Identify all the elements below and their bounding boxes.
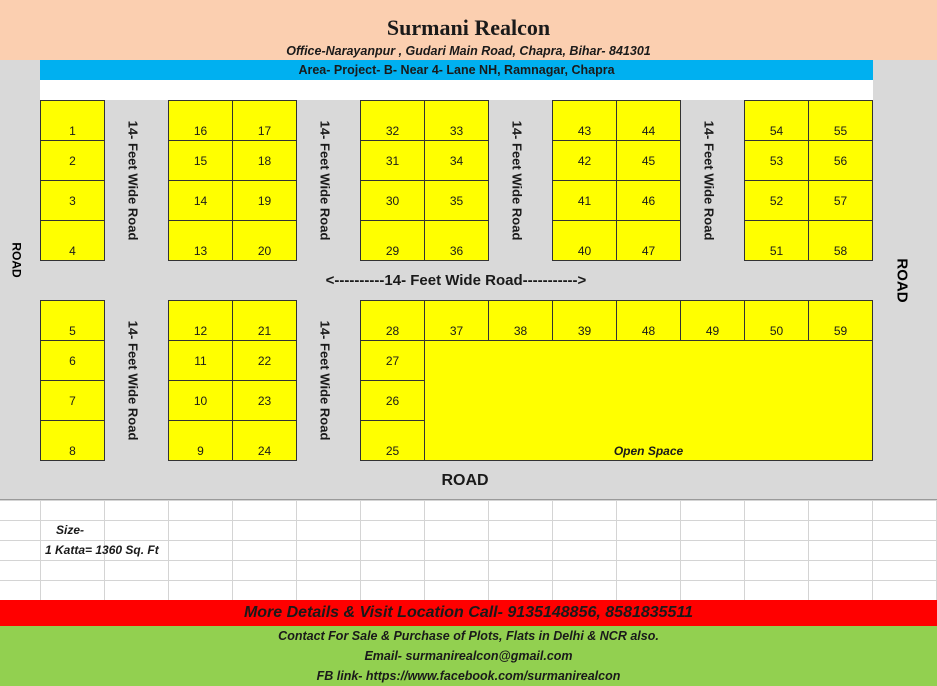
plot-47[interactable]: 47 [616,220,681,261]
plot-39[interactable]: 39 [552,300,617,341]
bottom-road-label: ROAD [441,472,489,489]
vertical-road-label: 14- Feet Wide Road [509,120,525,240]
plot-2[interactable]: 2 [40,140,105,181]
plot-33[interactable]: 33 [424,100,489,141]
plot-14[interactable]: 14 [168,180,233,221]
plot-23[interactable]: 23 [232,380,297,421]
plot-56[interactable]: 56 [808,140,873,181]
plot-6[interactable]: 6 [40,340,105,381]
plot-21[interactable]: 21 [232,300,297,341]
plot-25[interactable]: 25 [360,420,425,461]
project-area-bar: Area- Project- B- Near 4- Lane NH, Ramnagar, Chapra [40,60,873,80]
vertical-road-label: 14- Feet Wide Road [125,120,141,240]
plot-24[interactable]: 24 [232,420,297,461]
open-space: Open Space [424,340,873,461]
plot-4[interactable]: 4 [40,220,105,261]
size-label: Size- [56,523,85,537]
plot-31[interactable]: 31 [360,140,425,181]
call-banner: More Details & Visit Location Call- 9135148856, 8581835511 [0,600,937,626]
plot-52[interactable]: 52 [744,180,809,221]
plot-45[interactable]: 45 [616,140,681,181]
plot-37[interactable]: 37 [424,300,489,341]
plot-22[interactable]: 22 [232,340,297,381]
plot-3[interactable]: 3 [40,180,105,221]
left-road-label: ROAD [10,242,24,278]
plot-28[interactable]: 28 [360,300,425,341]
plot-49[interactable]: 49 [680,300,745,341]
plot-8[interactable]: 8 [40,420,105,461]
size-value: 1 Katta= 1360 Sq. Ft [45,543,159,557]
plot-38[interactable]: 38 [488,300,553,341]
plot-50[interactable]: 50 [744,300,809,341]
plot-1[interactable]: 1 [40,100,105,141]
right-road-label: ROAD [893,257,911,303]
plot-43[interactable]: 43 [552,100,617,141]
facebook-line: FB link- https://www.facebook.com/surmanirealcon [316,669,621,683]
plot-20[interactable]: 20 [232,220,297,261]
vertical-road-label: 14- Feet Wide Road [701,120,717,240]
spacer-row [40,80,873,100]
horizontal-road-label: <----------14- Feet Wide Road-----------> [325,272,587,289]
header-banner [0,0,937,60]
plot-15[interactable]: 15 [168,140,233,181]
plot-12[interactable]: 12 [168,300,233,341]
plot-10[interactable]: 10 [168,380,233,421]
plot-36[interactable]: 36 [424,220,489,261]
plot-11[interactable]: 11 [168,340,233,381]
plot-35[interactable]: 35 [424,180,489,221]
plot-32[interactable]: 32 [360,100,425,141]
plot-51[interactable]: 51 [744,220,809,261]
contact-line: Contact For Sale & Purchase of Plots, Flats in Delhi & NCR also. [278,629,659,643]
plot-41[interactable]: 41 [552,180,617,221]
plot-27[interactable]: 27 [360,340,425,381]
plot-57[interactable]: 57 [808,180,873,221]
plot-40[interactable]: 40 [552,220,617,261]
company-title: Surmani Realcon [386,15,551,40]
vertical-road-label: 14- Feet Wide Road [125,320,141,440]
office-address: Office-Narayanpur , Gudari Main Road, Chapra, Bihar- 841301 [286,44,651,58]
vertical-road-label: 14- Feet Wide Road [317,320,333,440]
plot-19[interactable]: 19 [232,180,297,221]
vertical-road-label: 14- Feet Wide Road [317,120,333,240]
plot-30[interactable]: 30 [360,180,425,221]
plot-18[interactable]: 18 [232,140,297,181]
plot-44[interactable]: 44 [616,100,681,141]
plot-26[interactable]: 26 [360,380,425,421]
plot-17[interactable]: 17 [232,100,297,141]
contact-banner [0,626,937,686]
plot-53[interactable]: 53 [744,140,809,181]
plot-34[interactable]: 34 [424,140,489,181]
plot-13[interactable]: 13 [168,220,233,261]
plot-46[interactable]: 46 [616,180,681,221]
plot-7[interactable]: 7 [40,380,105,421]
plot-48[interactable]: 48 [616,300,681,341]
plot-16[interactable]: 16 [168,100,233,141]
plot-9[interactable]: 9 [168,420,233,461]
plot-29[interactable]: 29 [360,220,425,261]
plot-42[interactable]: 42 [552,140,617,181]
plot-5[interactable]: 5 [40,300,105,341]
plot-58[interactable]: 58 [808,220,873,261]
plot-55[interactable]: 55 [808,100,873,141]
plot-59[interactable]: 59 [808,300,873,341]
plot-54[interactable]: 54 [744,100,809,141]
email-line: Email- surmanirealcon@gmail.com [364,649,573,663]
